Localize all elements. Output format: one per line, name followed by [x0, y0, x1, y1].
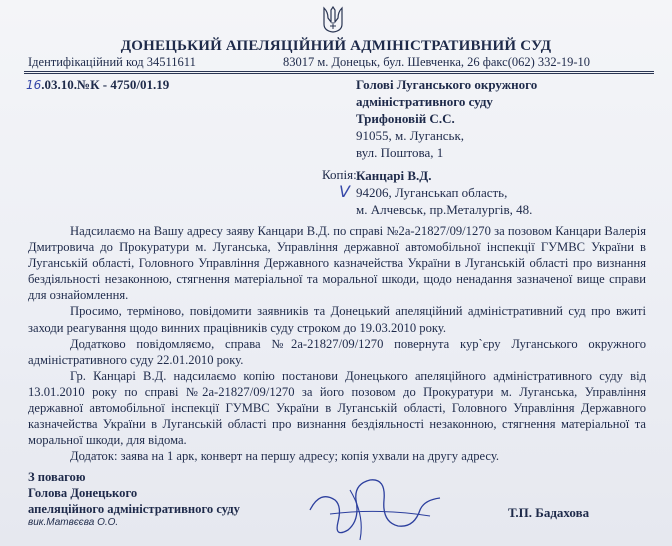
copy-label: Копія: [322, 167, 357, 182]
closing-position: Голова Донецького [28, 486, 138, 500]
body-paragraph-2: Просимо, терміново, повідомити заявників та Донецький апеляційний адміністративний суд про вжиті заходи реагування щодо винних працівників суду строком до 19.03.2010 року. [28, 304, 646, 335]
recipient-street: вул. Поштова, 1 [356, 145, 444, 160]
signer-name: Т.П. Бадахова [508, 505, 590, 520]
letter-body [28, 223, 646, 464]
closing-greeting: З повагою [28, 470, 86, 484]
executor-note: вик.Матвєєва О.О. [28, 517, 119, 528]
recipient-title: Голові Луганського окружного [356, 77, 538, 92]
recipient-block [356, 76, 537, 161]
letterhead-rule-second [24, 73, 654, 74]
closing-block [28, 469, 240, 517]
copy-recipient-postal: 94206, Луганськап область, [356, 185, 508, 200]
trident-crest-icon [322, 6, 344, 34]
closing-court: апеляційного адміністративного суду [28, 502, 240, 516]
body-paragraph-1: Надсилаємо на Вашу адресу заяву Канцари В.Д. по справі №2а-21827/09/1270 за позовом Канцари Валерія Дмитровича до Прокуратури м. Луганська, Управління державної автомобільної інспекції ГУМВС України в Луганській області, Головного Управління Державного казначейства України в Луганській області про визнання бездіяльності незаконною, стягнення матеріальної та моральної шкоди, щодо ненадання зазначеної вище справи для ознайомлення. [28, 224, 646, 303]
recipient-name: Трифоновій С.С. [356, 111, 455, 126]
court-address: 83017 м. Донецьк, бул. Шевченка, 26 факс(062) 332-19-10 [283, 55, 590, 69]
copy-recipient-name: Канцарі В.Д. [356, 168, 432, 183]
copy-recipient-street: м. Алчевськ, пр.Металургів, 48. [356, 202, 533, 217]
body-paragraph-3: Додатково повідомляємо, справа №2а-21827/09/1270 повернута кур`єру Луганського окружного адміністративного суду 22.01.2010 року. [28, 336, 646, 367]
letterhead-rule [24, 71, 654, 72]
court-name: ДОНЕЦЬКИЙ АПЕЛЯЦІЙНИЙ АДМІНІСТРАТИВНИЙ СУД [120, 38, 552, 54]
body-paragraph-5: Додаток: заява на 1 арк, конверт на першу адресу; копія ухвали на другу адресу. [70, 449, 500, 464]
reference-number: .03.10.№К - 4750/01.19 [41, 77, 170, 92]
recipient-city: 91055, м. Луганськ, [356, 128, 465, 143]
checkmark-icon: V [339, 182, 350, 201]
recipient-court: адміністративного суду [356, 94, 493, 109]
copy-recipient-block [356, 167, 532, 218]
id-code: Ідентифікаційний код 34511611 [28, 55, 196, 69]
handwritten-signature [290, 470, 450, 546]
body-paragraph-4: Гр. Канцарі В.Д. надсилаємо копію постанови Донецького апеляційного адміністративного суду від 13.01.2010 року по справі №2а-21827/09/1270 за його позовом до Прокуратури м. Луганська, Управління державної автомобільної інспекції ГУМВС України в Луганській області, Головного Управління Державного казначейства України в Луганській області про визнання бездіяльності незаконною, стягнення матеріальної та моральної шкоди, для відома. [28, 368, 646, 448]
handwritten-day: 16 [26, 78, 42, 92]
outgoing-reference [26, 77, 169, 93]
